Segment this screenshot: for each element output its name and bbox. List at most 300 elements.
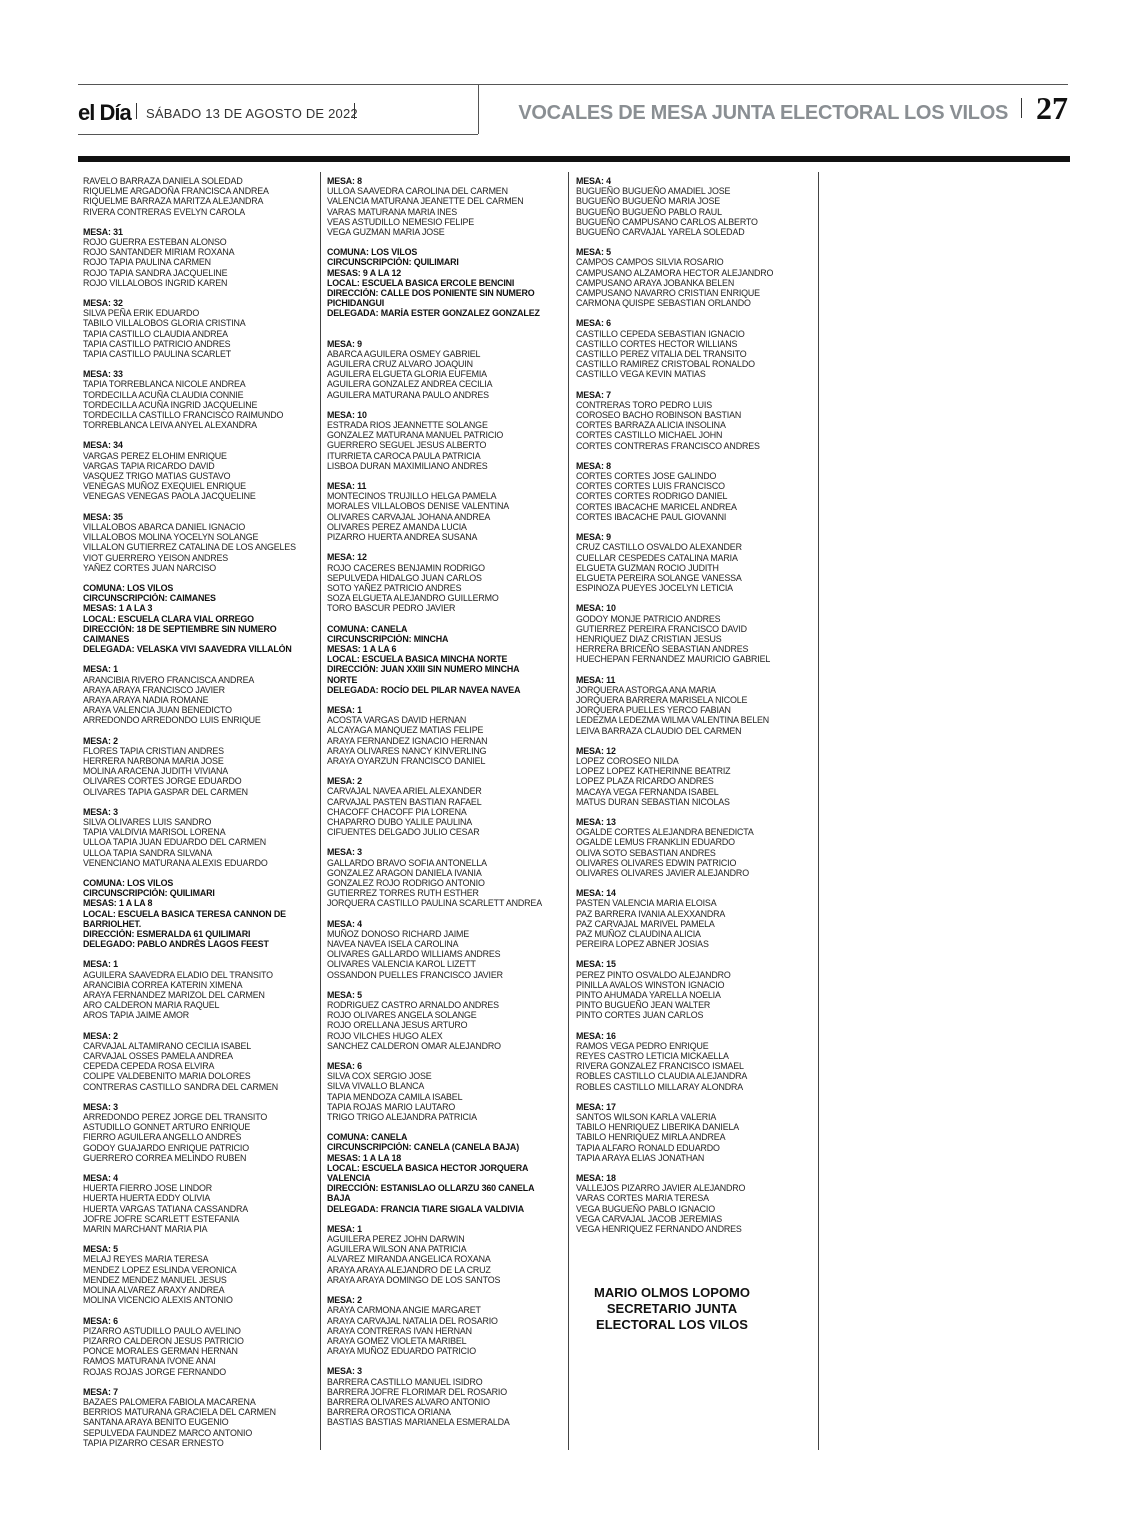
list-item: OLIVARES TAPIA GASPAR DEL CARMEN [83, 786, 248, 797]
list-item: PEREZ PINTO OSVALDO ALEJANDRO [576, 969, 731, 980]
spacer [576, 1092, 808, 1102]
list-item: ARAYA ARAYA ALEJANDRO DE LA CRUZ [327, 1264, 491, 1275]
spacer [83, 1234, 315, 1244]
list-item: COROSEO BACHO ROBINSON BASTIAN [576, 410, 742, 421]
spacer [327, 980, 559, 990]
list-item: ARAYA FERNANDEZ MARIZOL DEL CARMEN [83, 990, 265, 1001]
list-heading: BARRIOLHET. [83, 918, 142, 929]
spacer [83, 573, 315, 583]
list-item: PASTEN VALENCIA MARIA ELOISA [576, 898, 717, 909]
list-heading: CIRCUNSCRIPCIÓN: QUILIMARI [327, 257, 459, 268]
list-item: GUTIERREZ PEREIRA FRANCISCO DAVID [576, 623, 747, 634]
list-item: ROJO SANTANDER MIRIAM ROXANA [83, 247, 235, 258]
list-heading: MESA: 10 [327, 409, 367, 420]
spacer [327, 1214, 559, 1224]
list-item: MUÑOZ DONOSO RICHARD JAIME [327, 928, 470, 939]
list-item: TAPIA ARAYA ELIAS JONATHAN [576, 1152, 705, 1163]
spacer [83, 797, 315, 807]
list-item: VEGA BUGUEÑO PABLO IGNACIO [576, 1203, 715, 1214]
list-item: ARANCIBIA CORREA KATERIN XIMENA [83, 979, 243, 990]
list-heading: COMUNA: LOS VILOS [327, 247, 418, 258]
list-heading: DIRECCIÓN: 18 DE SEPTIEMBRE SIN NUMERO [83, 623, 277, 634]
spacer [83, 1377, 315, 1387]
list-heading: MESA: 6 [83, 1315, 118, 1326]
list-item: ROJO TAPIA SANDRA JACQUELINE [83, 267, 228, 278]
list-item: SANTOS WILSON KARLA VALERIA [576, 1112, 717, 1123]
list-item: JOFRE JOFRE SCARLETT ESTEFANIA [83, 1213, 240, 1224]
list-item: VILLALON GUTIERREZ CATALINA DE LOS ANGELES [83, 542, 296, 553]
list-item: ALVAREZ MIRANDA ANGELICA ROXANA [327, 1254, 491, 1265]
list-item: GONZALEZ MATURANA MANUEL PATRICIO [327, 430, 504, 441]
list-item: CARVAJAL PASTEN BASTIAN RAFAEL [327, 796, 482, 807]
list-item: OLIVARES GALLARDO WILLIAMS ANDRES [327, 949, 501, 960]
list-item: CASTILLO CORTES HECTOR WILLIANS [576, 338, 738, 349]
signature-block [575, 1285, 769, 1333]
list-item: VILLALOBOS MOLINA YOCELYN SOLANGE [83, 532, 259, 543]
list-heading: DELEGADA: MARÍA ESTER GONZALEZ GONZALEZ [327, 308, 540, 319]
list-item: AGUILERA WILSON ANA PATRICIA [327, 1244, 467, 1255]
list-item: YAÑEZ CORTES JUAN NARCISO [83, 562, 217, 573]
list-item: OGALDE CORTES ALEJANDRA BENEDICTA [576, 827, 754, 838]
list-item: CORTES CASTILLO MICHAEL JOHN [576, 430, 723, 441]
newspaper-logo: el Día [78, 100, 131, 125]
signer-title: SECRETARIO JUNTA [606, 1301, 738, 1316]
spacer [327, 614, 559, 624]
list-item: TORDECILLA CASTILLO FRANCISCO RAIMUNDO [83, 410, 284, 421]
list-heading: MESA: 1 [83, 959, 118, 970]
list-item: SILVA VIVALLO BLANCA [327, 1081, 425, 1092]
list-item: CAMPOS CAMPOS SILVIA ROSARIO [576, 257, 724, 268]
list-item: MATUS DURAN SEBASTIAN NICOLAS [576, 796, 730, 807]
list-item: RIVERA GONZALEZ FRANCISCO ISMAEL [576, 1061, 744, 1072]
list-item: ULLOA TAPIA SANDRA SILVANA [83, 847, 213, 858]
list-item: SILVA OLIVARES LUIS SANDRO [83, 816, 212, 827]
list-item: MOLINA ALVAREZ ARAXY ANDREA [83, 1285, 225, 1296]
spacer [83, 654, 315, 664]
spacer [327, 909, 559, 919]
list-heading: LOCAL: ESCUELA BASICA MINCHA NORTE [327, 654, 508, 665]
list-heading: DIRECCIÓN: ESMERALDA 61 QUILIMARI [83, 929, 251, 939]
list-item: CONTRERAS CASTILLO SANDRA DEL CARMEN [83, 1081, 278, 1092]
list-item: ESTRADA RIOS JEANNETTE SOLANGE [327, 420, 488, 431]
list-item: LEIVA BARRAZA CLAUDIO DEL CARMEN [576, 725, 742, 736]
list-heading: MESA: 4 [576, 176, 611, 186]
logo-separator [136, 103, 137, 119]
list-item: CASTILLO VEGA KEVIN MATIAS [576, 369, 706, 380]
list-item: MELAJ REYES MARIA TERESA [83, 1254, 209, 1265]
list-item: TABILO VILLALOBOS GLORIA CRISTINA [83, 318, 246, 329]
list-item: TORREBLANCA LEIVA ANYEL ALEXANDRA [83, 420, 257, 431]
list-item: CUELLAR CESPEDES CATALINA MARIA [576, 552, 738, 563]
list-heading: MESA: 6 [327, 1061, 362, 1072]
list-heading: PICHIDANGUI [327, 298, 385, 309]
list-item: OLIVARES OLIVARES EDWIN PATRICIO [576, 857, 737, 868]
issue-date: SÁBADO 13 DE AGOSTO DE 2022 [146, 106, 358, 121]
list-item: VARAS MATURANA MARIA INES [327, 206, 458, 217]
list-item: ROBLES CASTILLO CLAUDIA ALEJANDRA [576, 1071, 748, 1082]
list-item: TABILO HENRIQUEZ LIBERIKA DANIELA [576, 1122, 740, 1133]
list-item: ARAYA GOMEZ VIOLETA MARIBEL [327, 1335, 467, 1346]
list-item: LOPEZ LOPEZ KATHERINNE BEATRIZ [576, 766, 731, 777]
spacer [83, 430, 315, 440]
spacer [576, 308, 808, 318]
list-item: ARREDONDO ARREDONDO LUIS ENRIQUE [83, 715, 261, 726]
list-item: GUTIERREZ TORRES RUTH ESTHER [327, 888, 479, 899]
spacer [83, 1092, 315, 1102]
list-item: TAPIA CASTILLO PATRICIO ANDRES [83, 338, 231, 349]
spacer [327, 1356, 559, 1366]
list-item: AGUILERA MATURANA PAULO ANDRES [327, 389, 489, 400]
list-item: PONCE MORALES GERMAN HERNAN [83, 1346, 238, 1357]
list-heading: MESA: 11 [327, 481, 367, 492]
list-heading: MESA: 12 [576, 745, 616, 756]
list-item: CIFUENTES DELGADO JULIO CESAR [327, 827, 480, 838]
list-item: VIOT GUERRERO YEISON ANDRES [83, 552, 229, 563]
list-item: SEPULVEDA HIDALGO JUAN CARLOS [327, 572, 482, 583]
list-item: VEGA GUZMAN MARIA JOSE [327, 227, 445, 238]
list-heading: MESA: 4 [83, 1173, 118, 1184]
list-item: MOLINA VICENCIO ALEXIS ANTONIO [83, 1295, 233, 1306]
signer-office: ELECTORAL LOS VILOS [596, 1317, 748, 1332]
spacer [576, 1021, 808, 1031]
list-item: ARANCIBIA RIVERO FRANCISCA ANDREA [83, 674, 255, 685]
spacer [576, 878, 808, 888]
list-item: VILLALOBOS ABARCA DANIEL IGNACIO [83, 521, 246, 532]
list-item: TAPIA ROJAS MARIO LAUTARO [327, 1101, 456, 1112]
list-item: TABILO HENRIQUEZ MIRLA ANDREA [576, 1132, 726, 1143]
list-item: CARVAJAL NAVEA ARIEL ALEXANDER [327, 786, 482, 797]
list-item: TAPIA TORREBLANCA NICOLE ANDREA [83, 379, 246, 390]
list-item: OLIVARES OLIVARES JAVIER ALEJANDRO [576, 867, 749, 878]
list-item: PAZ BARRERA IVANIA ALEXXANDRA [576, 908, 726, 919]
list-item: GUERRERO SEGUEL JESUS ALBERTO [327, 440, 487, 451]
list-item: CARVAJAL ALTAMIRANO CECILIA ISABEL [83, 1040, 252, 1051]
list-heading: MESAS: 1 A LA 18 [327, 1152, 402, 1163]
list-item: PEREIRA LOPEZ ABNER JOSIAS [576, 939, 709, 950]
spacer [327, 1122, 559, 1132]
list-item: PINTO AHUMADA YARELLA NOELIA [576, 990, 721, 1001]
list-item: AGUILERA GONZALEZ ANDREA CECILIA [327, 379, 493, 390]
list-item: PIZARRO HUERTA ANDREA SUSANA [327, 532, 478, 543]
list-item: SANCHEZ CALDERON OMAR ALEJANDRO [327, 1040, 501, 1051]
spacer [327, 400, 559, 410]
spacer [327, 766, 559, 776]
header-thick-bar [78, 156, 1070, 162]
column-rule [818, 172, 819, 1450]
list-item: CORTES CORTES JOSE GALINDO [576, 471, 717, 482]
list-heading: COMUNA: LOS VILOS [83, 582, 174, 593]
spacer [576, 736, 808, 746]
spacer [576, 593, 808, 603]
spacer [83, 217, 315, 227]
page-number: 27 [1036, 90, 1068, 126]
list-heading: MESA: 2 [83, 735, 118, 746]
spacer [327, 237, 559, 247]
spacer [83, 726, 315, 736]
header-divider [478, 84, 479, 134]
list-item: SEPULVEDA FAUNDEZ MARCO ANTONIO [83, 1427, 253, 1438]
list-heading: MESA: 34 [83, 440, 123, 451]
list-heading: MESA: 5 [83, 1244, 118, 1255]
list-item: MENDEZ MENDEZ MANUEL JESUS [83, 1274, 227, 1285]
list-heading: MESA: 7 [576, 389, 611, 400]
list-item: BARRERA JOFRE FLORIMAR DEL ROSARIO [327, 1386, 507, 1397]
list-item: OLIVARES CORTES JORGE EDUARDO [83, 776, 242, 787]
list-item: TAPIA CASTILLO CLAUDIA ANDREA [83, 328, 228, 339]
list-item: JORQUERA BARRERA MARISELA NICOLE [576, 694, 748, 705]
header-bottom-rule [78, 134, 478, 135]
list-item: ACOSTA VARGAS DAVID HERNAN [327, 715, 467, 726]
list-item: BAZAES PALOMERA FABIOLA MACARENA [83, 1396, 256, 1407]
list-heading: MESAS: 1 A LA 3 [83, 603, 153, 614]
list-item: HUERTA VARGAS TATIANA CASSANDRA [83, 1203, 248, 1214]
list-item: NAVEA NAVEA ISELA CAROLINA [327, 939, 459, 949]
spacer [576, 522, 808, 532]
list-heading: MESA: 2 [83, 1030, 118, 1041]
list-item: ULLOA TAPIA JUAN EDUARDO DEL CARMEN [83, 837, 266, 848]
list-heading: MESAS: 1 A LA 6 [327, 643, 397, 654]
list-item: MACAYA VEGA FERNANDA ISABEL [576, 786, 719, 797]
spacer [83, 868, 315, 878]
list-item: CONTRERAS TORO PEDRO LUIS [576, 399, 712, 410]
list-heading: MESA: 33 [83, 369, 123, 380]
list-item: AROS TAPIA JAIME AMOR [83, 1010, 190, 1021]
list-item: TORDECILLA ACUÑA INGRID JACQUELINE [83, 399, 258, 410]
spacer [576, 807, 808, 817]
list-item: ELGUETA PEREIRA SOLANGE VANESSA [576, 572, 742, 583]
page-number-separator [1021, 98, 1022, 118]
list-item: FLORES TAPIA CRISTIAN ANDRES [83, 745, 224, 756]
list-item: LISBOA DURAN MAXIMILIANO ANDRES [327, 460, 488, 471]
list-heading: MESA: 8 [576, 460, 611, 471]
list-item: AGUILERA CRUZ ALVARO JOAQUIN [327, 359, 473, 370]
list-item: HERRERA BRICEÑO SEBASTIAN ANDRES [576, 644, 749, 655]
list-item: BARRERA OLIVARES ALVARO ANTONIO [327, 1396, 490, 1407]
list-heading: MESA: 6 [576, 318, 611, 329]
list-item: RIQUELME ARGADOÑA FRANCISCA ANDREA [83, 186, 269, 197]
list-item: VENENCIANO MATURANA ALEXIS EDUARDO [83, 857, 268, 868]
list-item: ITURRIETA CAROCA PAULA PATRICIA [327, 450, 481, 461]
list-item: MOLINA ARACENA JUDITH VIVIANA [83, 766, 229, 777]
list-item: LEDEZMA LEDEZMA WILMA VALENTINA BELEN [576, 715, 770, 726]
list-item: SILVA PEÑA ERIK EDUARDO [83, 308, 200, 319]
list-item: PINILLA AVALOS WINSTON IGNACIO [576, 979, 725, 990]
list-item: BARRERA CASTILLO MANUEL ISIDRO [327, 1376, 483, 1387]
list-item: CORTES IBACACHE MARICEL ANDREA [576, 501, 737, 512]
list-heading: BAJA [327, 1193, 351, 1204]
list-item: HENRIQUEZ DIAZ CRISTIAN JESUS [576, 633, 722, 644]
list-heading: LOCAL: ESCUELA CLARA VIAL ORREGO [83, 613, 254, 624]
spacer [327, 542, 559, 552]
list-item: VARGAS TAPIA RICARDO DAVID [83, 460, 215, 471]
list-item: ESPINOZA PUEYES JOCELYN LETICIA [576, 583, 733, 594]
list-heading: MESA: 8 [327, 176, 362, 186]
list-heading: CIRCUNSCRIPCIÓN: MINCHA [327, 633, 449, 644]
spacer [327, 1285, 559, 1295]
list-item: GODOY GUAJARDO ENRIQUE PATRICIO [83, 1142, 249, 1153]
list-item: CAMPUSANO ALZAMORA HECTOR ALEJANDRO [576, 267, 774, 278]
list-item: ELGUETA GUZMAN ROCIO JUDITH [576, 562, 719, 573]
list-item: AGUILERA PEREZ JOHN DARWIN [327, 1234, 465, 1245]
list-item: TAPIA VALDIVIA MARISOL LORENA [83, 827, 226, 838]
list-item: HUERTA FIERRO JOSE LINDOR [83, 1183, 213, 1194]
list-item: SOZA ELGUETA ALEJANDRO GUILLERMO [327, 593, 499, 604]
spacer [83, 1306, 315, 1316]
spacer [83, 502, 315, 512]
list-item: JORQUERA CASTILLO PAULINA SCARLETT ANDREA [327, 898, 542, 909]
list-item: RIQUELME BARRAZA MARITZA ALEJANDRA [83, 196, 264, 207]
list-heading: DELEGADA: FRANCIA TIARE SIGALA VALDIVIA [327, 1203, 524, 1214]
spacer [327, 319, 559, 329]
list-item: ARAYA FERNANDEZ IGNACIO HERNAN [327, 735, 488, 746]
list-item: MORALES VILLALOBOS DENISE VALENTINA [327, 501, 510, 512]
list-item: CAMPUSANO NAVARRO CRISTIAN ENRIQUE [576, 288, 760, 299]
list-item: ARAYA ARAYA DOMINGO DE LOS SANTOS [327, 1274, 501, 1285]
list-item: CASTILLO CEPEDA SEBASTIAN IGNACIO [576, 328, 745, 339]
column-rule [568, 172, 569, 1450]
list-item: ARAYA ARAYA FRANCISCO JAVIER [83, 684, 225, 695]
spacer [327, 329, 559, 339]
list-heading: COMUNA: CANELA [327, 623, 408, 634]
list-item: CASTILLO RAMIREZ CRISTOBAL RONALDO [576, 359, 755, 370]
list-heading: MESA: 11 [576, 674, 616, 685]
list-item: OLIVARES CARVAJAL JOHANA ANDREA [327, 511, 491, 522]
list-item: CORTES BARRAZA ALICIA INSOLINA [576, 420, 726, 431]
list-item: ARAYA CARVAJAL NATALIA DEL ROSARIO [327, 1315, 498, 1326]
list-item: CEPEDA CEPEDA ROSA ELVIRA [83, 1061, 215, 1072]
list-heading: MESA: 3 [327, 847, 362, 858]
list-item: VENEGAS MUÑOZ EXEQUIEL ENRIQUE [83, 481, 246, 492]
spacer [83, 359, 315, 369]
list-column-2 [327, 176, 559, 1428]
list-item: OLIVA SOTO SEBASTIAN ANDRES [576, 847, 716, 858]
list-item: CHAPARRO DUBO YALILE PAULINA [327, 816, 473, 827]
list-item: AGUILERA ELGUETA GLORIA EUFEMIA [327, 369, 487, 380]
list-heading: MESA: 1 [327, 1223, 362, 1234]
list-heading: MESA: 17 [576, 1101, 616, 1112]
list-item: PINTO CORTES JUAN CARLOS [576, 1010, 704, 1021]
list-column-3 [576, 176, 808, 1234]
list-heading: LOCAL: ESCUELA BASICA ERCOLE BENCINI [327, 277, 515, 288]
list-item: ASTUDILLO GONNET ARTURO ENRIQUE [83, 1122, 251, 1133]
list-item: LOPEZ COROSEO NILDA [576, 755, 679, 766]
list-item: ROJO VILCHES HUGO ALEX [327, 1030, 443, 1041]
list-item: ARREDONDO PEREZ JORGE DEL TRANSITO [83, 1112, 268, 1123]
list-item: CORTES CONTRERAS FRANCISCO ANDRES [576, 440, 760, 451]
list-heading: MESA: 32 [83, 298, 123, 309]
list-item: ULLOA SAAVEDRA CAROLINA DEL CARMEN [327, 186, 508, 197]
list-item: TRIGO TRIGO ALEJANDRA PATRICIA [327, 1112, 477, 1123]
list-item: HUERTA HUERTA EDDY OLIVIA [83, 1193, 211, 1204]
list-heading: MESA: 1 [83, 664, 118, 675]
list-heading: MESA: 12 [327, 552, 367, 563]
list-item: CARVAJAL OSSES PAMELA ANDREA [83, 1051, 233, 1062]
list-item: PIZARRO CALDERON JESUS PATRICIO [83, 1335, 244, 1346]
list-heading: MESA: 1 [327, 704, 362, 715]
list-item: ARAYA OLIVARES NANCY KINVERLING [327, 745, 487, 756]
list-heading: MESA: 15 [576, 959, 616, 970]
list-item: SILVA COX SERGIO JOSE [327, 1071, 432, 1082]
date-separator [354, 103, 355, 119]
spacer [327, 695, 559, 705]
list-heading: DIRECCIÓN: CALLE DOS PONIENTE SIN NUMERO [327, 288, 535, 299]
list-item: SANTANA ARAYA BENITO EUGENIO [83, 1417, 229, 1428]
list-item: VARGAS PEREZ ELOHIM ENRIQUE [83, 450, 227, 461]
list-heading: DELEGADA: ROCÍO DEL PILAR NAVEA NAVEA [327, 684, 521, 695]
spacer [576, 237, 808, 247]
list-item: ROBLES CASTILLO MILLARAY ALONDRA [576, 1081, 744, 1092]
list-item: BUGUEÑO BUGUEÑO PABLO RAUL [576, 206, 722, 217]
list-item: TAPIA CASTILLO PAULINA SCARLET [83, 349, 232, 360]
list-heading: MESA: 14 [576, 888, 616, 899]
spacer [327, 1051, 559, 1061]
list-item: FIERRO AGUILERA ANGELLO ANDRES [83, 1132, 242, 1143]
list-item: AGUILERA SAAVEDRA ELADIO DEL TRANSITO [83, 969, 273, 980]
list-heading: COMUNA: LOS VILOS [83, 877, 174, 888]
page-header [78, 84, 1068, 134]
header-top-rule [78, 84, 1068, 85]
list-heading: MESA: 5 [576, 247, 611, 258]
spacer [83, 1021, 315, 1031]
list-heading: MESA: 5 [327, 989, 362, 1000]
list-item: VEGA CARVAJAL JACOB JEREMIAS [576, 1213, 723, 1224]
list-heading: MESA: 18 [576, 1173, 616, 1184]
list-item: RAMOS MATURANA IVONE ANAI [83, 1356, 216, 1367]
list-item: JORQUERA ASTORGA ANA MARIA [576, 684, 716, 695]
spacer [327, 471, 559, 481]
list-heading: MESA: 2 [327, 776, 362, 787]
list-item: OLIVARES PEREZ AMANDA LUCIA [327, 521, 467, 532]
spacer [576, 380, 808, 390]
list-item: RIVERA CONTRERAS EVELYN CAROLA [83, 206, 246, 217]
list-item: ALCAYAGA MANQUEZ MATIAS FELIPE [327, 725, 484, 736]
list-item: CARMONA QUISPE SEBASTIAN ORLANDO [576, 298, 751, 309]
list-item: JORQUERA PUELLES YERCO FABIAN [576, 705, 731, 716]
list-heading: MESA: 31 [83, 226, 123, 237]
list-heading: MESA: 10 [576, 603, 616, 614]
list-item: BARRERA OROSTICA ORIANA [327, 1407, 451, 1418]
list-item: CORTES CORTES LUIS FRANCISCO [576, 481, 725, 492]
list-item: ROJO GUERRA ESTEBAN ALONSO [83, 237, 227, 248]
list-heading: CIRCUNSCRIPCIÓN: CANELA (CANELA BAJA) [327, 1142, 519, 1153]
list-heading: MESA: 9 [576, 532, 611, 543]
list-heading: MESA: 16 [576, 1030, 616, 1041]
list-heading: MESAS: 1 A LA 8 [83, 898, 153, 909]
list-item: ARO CALDERON MARIA RAQUEL [83, 1000, 220, 1011]
list-heading: MESA: 7 [83, 1386, 118, 1397]
spacer [576, 949, 808, 959]
list-item: OSSANDON PUELLES FRANCISCO JAVIER [327, 969, 503, 980]
list-item: ROJO OLIVARES ANGELA SOLANGE [327, 1010, 477, 1021]
list-heading: MESA: 3 [83, 1101, 118, 1112]
list-heading: LOCAL: ESCUELA BASICA HECTOR JORQUERA [327, 1162, 529, 1173]
list-heading: MESA: 35 [83, 511, 123, 522]
list-item: ARAYA ARAYA NADIA ROMANE [83, 694, 209, 705]
list-item: OLIVARES VALENCIA KAROL LIZETT [327, 959, 476, 970]
list-item: RODRIGUEZ CASTRO ARNALDO ANDRES [327, 1000, 499, 1011]
spacer [83, 949, 315, 959]
list-item: BUGUEÑO BUGUEÑO AMADIEL JOSE [576, 186, 731, 197]
list-heading: COMUNA: CANELA [327, 1132, 408, 1143]
list-heading: CIRCUNSCRIPCIÓN: CAIMANES [83, 593, 216, 604]
list-heading: LOCAL: ESCUELA BASICA TERESA CANNON DE [83, 908, 286, 919]
list-item: TAPIA ALFARO RONALD EDUARDO [576, 1142, 720, 1153]
list-heading: MESAS: 9 A LA 12 [327, 267, 402, 278]
list-item: GUERRERO CORREA MELINDO RUBEN [83, 1152, 247, 1163]
list-item: LOPEZ PLAZA RICARDO ANDRES [576, 776, 714, 787]
list-item: VASQUEZ TRIGO MATIAS GUSTAVO [83, 471, 231, 482]
list-item: GALLARDO BRAVO SOFIA ANTONELLA [327, 857, 487, 868]
